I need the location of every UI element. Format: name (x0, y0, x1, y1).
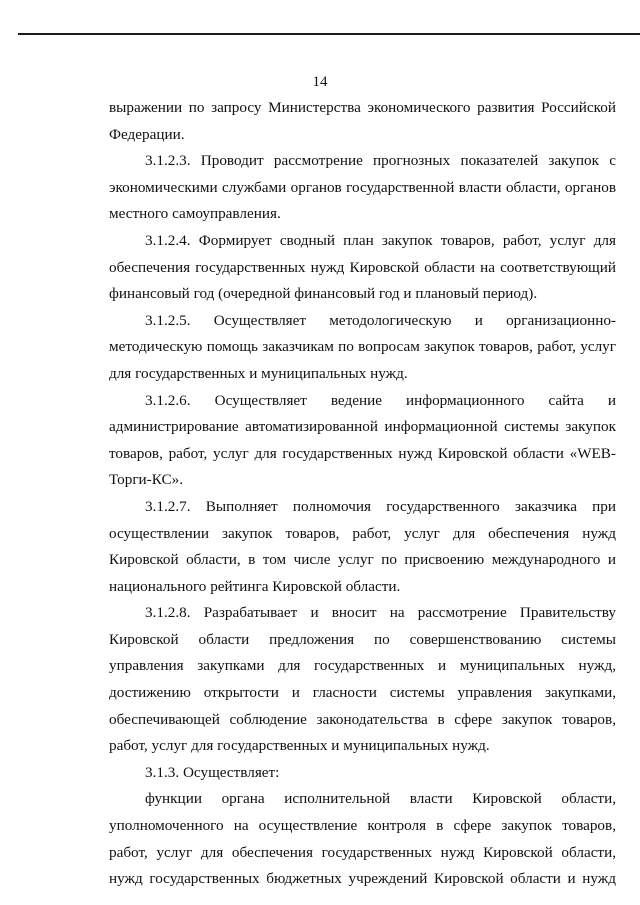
text-line: нужд государственных бюджетных учреждений Кировской области и нужд (109, 870, 616, 888)
document-body (109, 95, 616, 893)
text-line: товаров, работ, услуг для государственных нужд Кировской области «WEB- (109, 444, 616, 462)
text-line: функции органа исполнительной власти Кировской области, (145, 790, 616, 808)
text-line: 3.1.2.7. Выполняет полномочия государственного заказчика при (145, 497, 616, 515)
text-line: Федерации. (109, 125, 185, 143)
text-line: Торги-КС». (109, 471, 184, 489)
text-line: 3.1.3. Осуществляет: (145, 763, 280, 781)
text-line: местного самоуправления. (109, 205, 281, 223)
text-line: 3.1.2.8. Разрабатывает и вносит на рассмотрение Правительству (145, 604, 616, 622)
text-line: достижению открытости и гласности системы управления закупками, (109, 684, 616, 702)
text-line: обеспечивающей соблюдение законодательства в сфере закупок товаров, (109, 710, 616, 728)
text-line: администрирование автоматизированной информационной системы закупок (109, 418, 616, 436)
text-line: национального рейтинга Кировской области. (109, 577, 401, 595)
page-number: 14 (312, 74, 328, 90)
text-line: 3.1.2.4. Формирует сводный план закупок товаров, работ, услуг для (145, 231, 616, 249)
header-rule (18, 33, 640, 35)
text-line: работ, услуг для обеспечения государственных нужд Кировской области, (109, 843, 616, 861)
text-line: Кировской области, в том числе услуг по присвоению международного и (109, 551, 616, 569)
text-line: 3.1.2.3. Проводит рассмотрение прогнозных показателей закупок с (145, 152, 616, 170)
text-line: выражении по запросу Министерства экономического развития Российской (109, 99, 616, 116)
text-line: экономическими службами органов государственной власти области, органов (109, 178, 616, 196)
text-line: уполномоченного на осуществление контроля в сфере закупок товаров, (109, 817, 616, 835)
text-line: работ, услуг для государственных и муниципальных нужд. (109, 737, 490, 755)
text-line: 3.1.2.6. Осуществляет ведение информационного сайта и (145, 391, 616, 409)
text-line: обеспечения государственных нужд Кировской области на соответствующий (109, 258, 616, 276)
text-line: осуществлении закупок товаров, работ, услуг для обеспечения нужд (109, 524, 616, 542)
text-line: методическую помощь заказчикам по вопросам закупок товаров, работ, услуг (109, 338, 616, 356)
text-line: 3.1.2.5. Осуществляет методологическую и организационно- (145, 311, 616, 329)
text-line: для государственных и муниципальных нужд. (109, 364, 408, 382)
text-line: управления закупками для государственных и муниципальных нужд, (109, 657, 616, 675)
text-line: Кировской области предложения по совершенствованию системы (109, 630, 616, 648)
text-line: финансовый год (очередной финансовый год и плановый период). (109, 285, 538, 303)
